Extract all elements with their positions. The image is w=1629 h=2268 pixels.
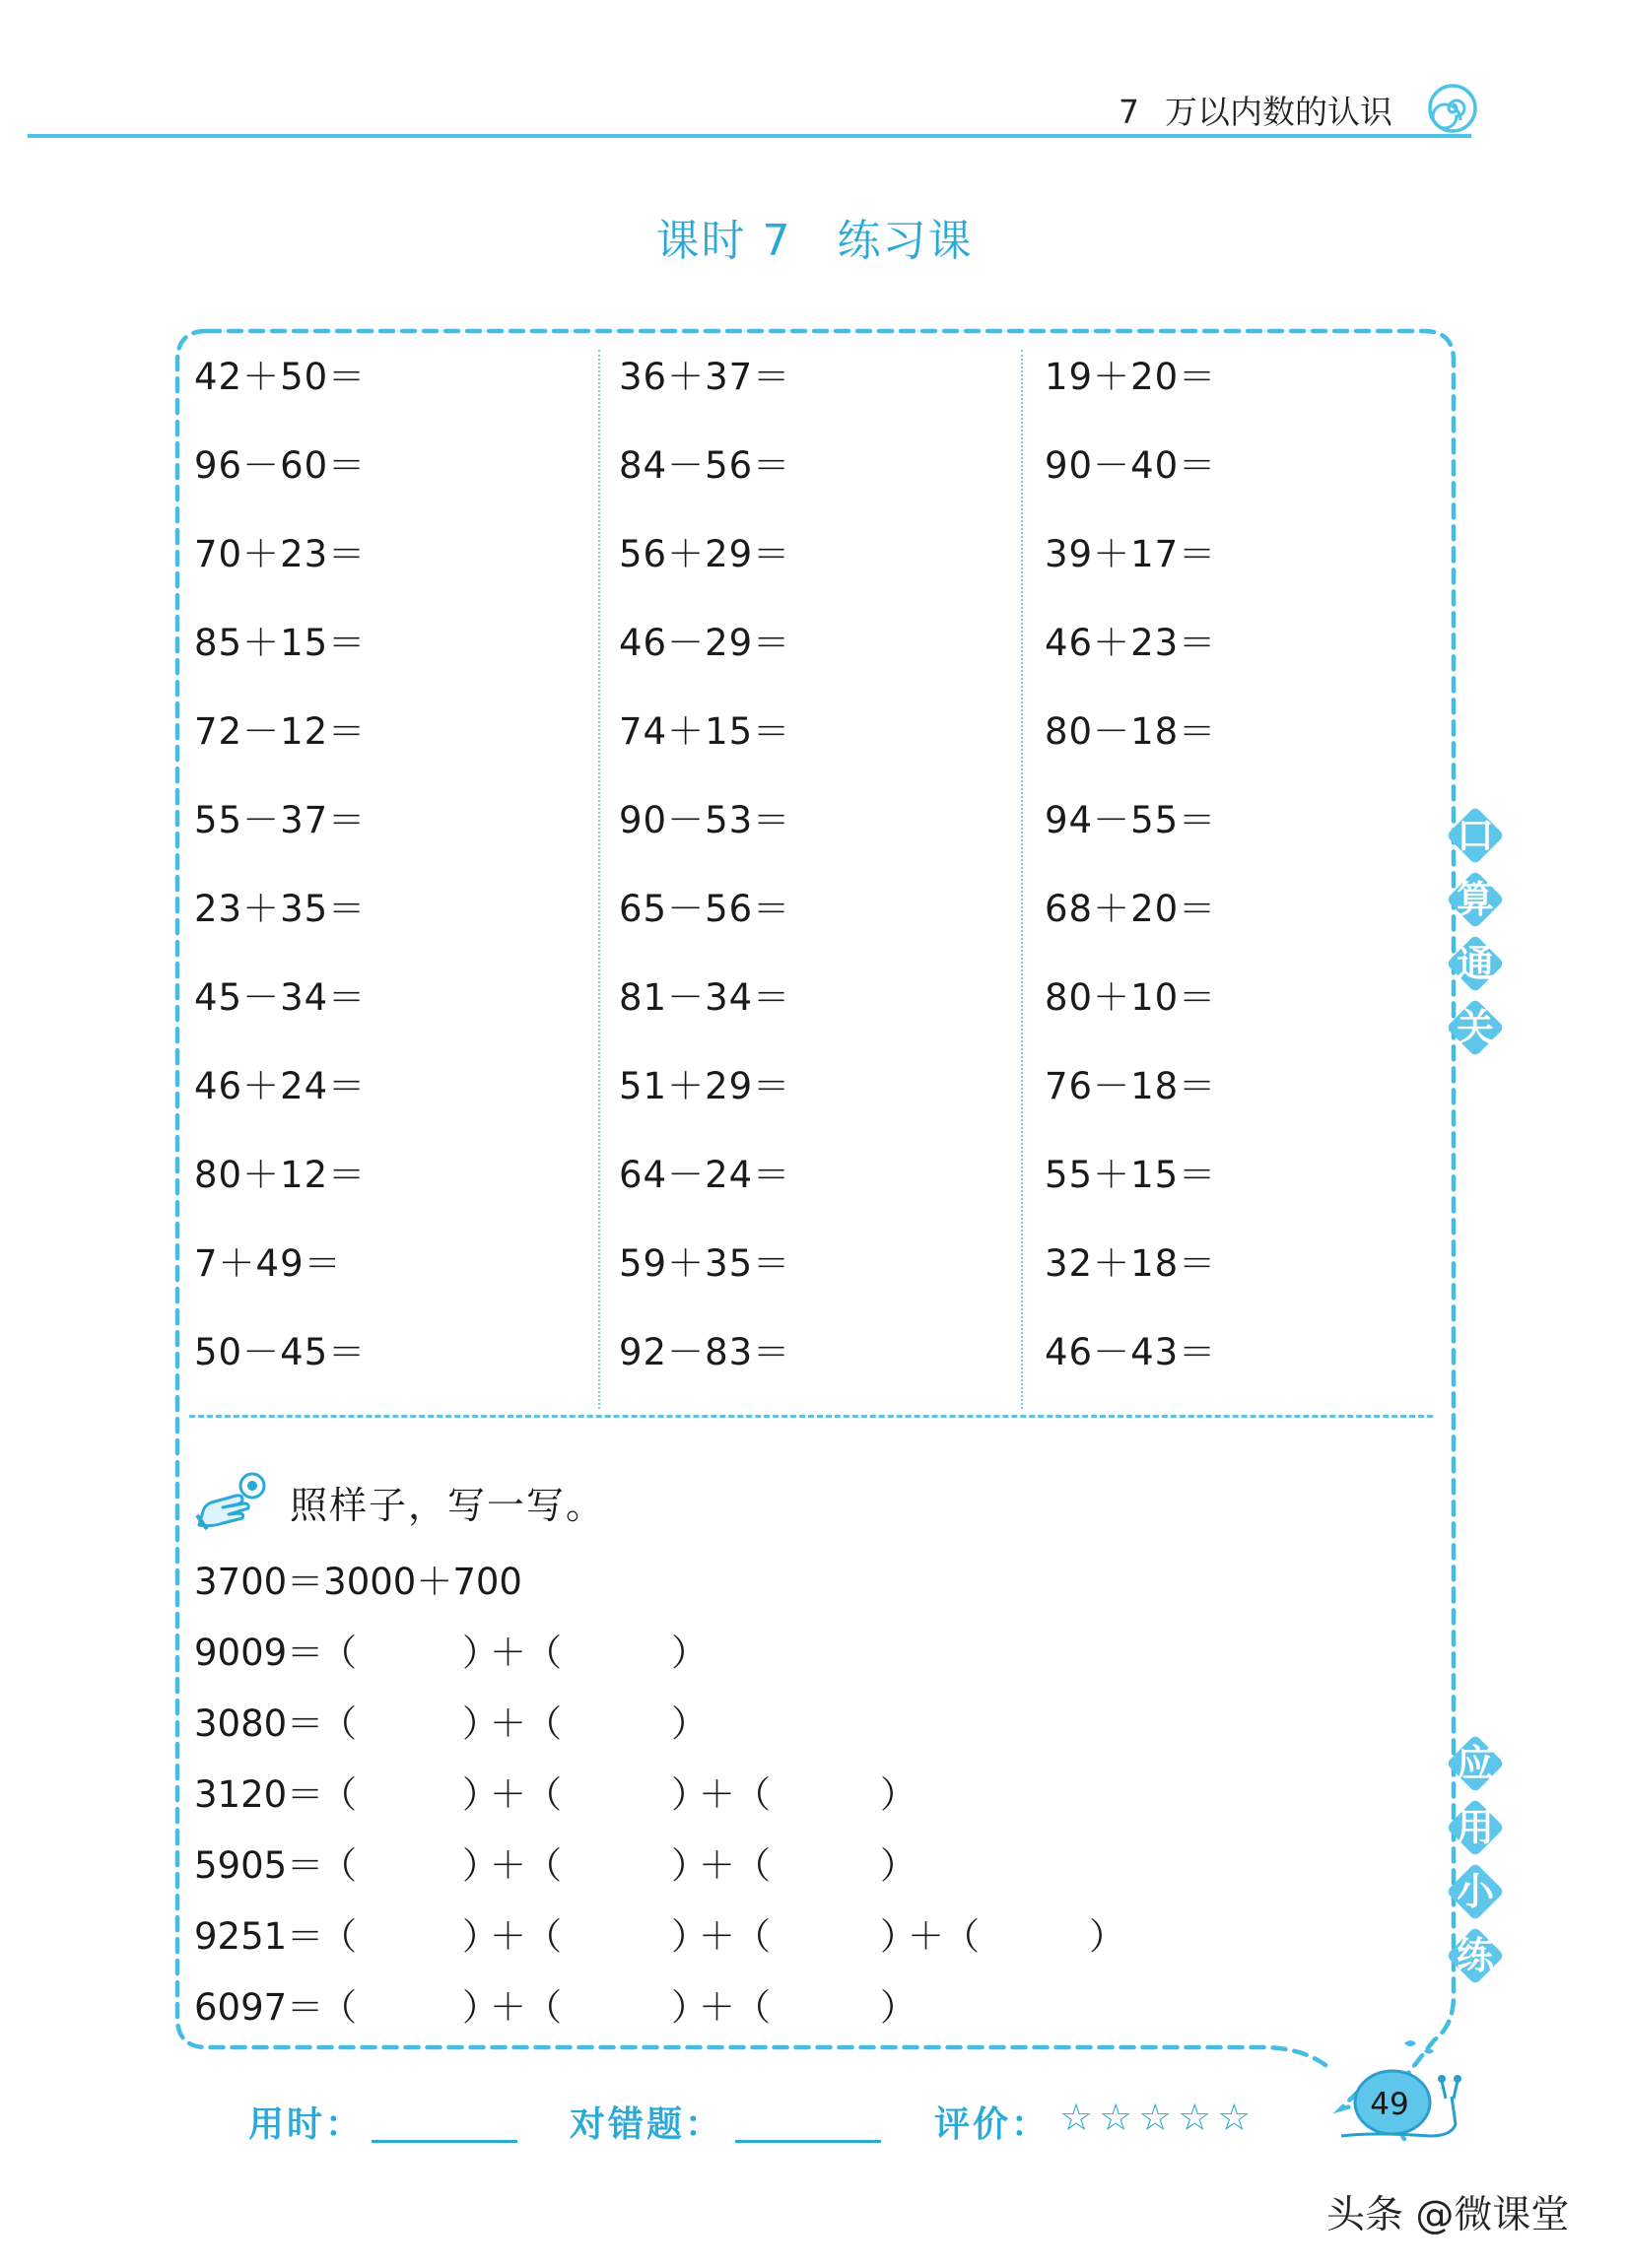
equals-sign: ＝ xyxy=(287,1915,324,1958)
problem: 7＋49＝ xyxy=(194,1242,342,1285)
lesson-number: 课时 7 xyxy=(655,216,792,266)
section-divider xyxy=(189,1415,1433,1418)
problem: 70＋23＝ xyxy=(194,533,367,575)
header-rule xyxy=(28,134,1471,138)
decomposition-row xyxy=(194,1906,1377,1958)
side-tab-app-2: 用 xyxy=(1446,1798,1505,1857)
problem: 94－55＝ xyxy=(1045,799,1217,841)
problem: 36＋37＝ xyxy=(619,356,791,398)
problem: 85＋15＝ xyxy=(194,622,367,664)
problem: 59＋35＝ xyxy=(619,1242,791,1285)
page-number: 49 xyxy=(1370,2087,1409,2122)
plus-sign: ＋ xyxy=(490,1915,526,1958)
problem: 72－12＝ xyxy=(194,710,367,753)
open-paren: （ xyxy=(320,1844,357,1887)
problem: 84－56＝ xyxy=(619,444,791,487)
open-paren: （ xyxy=(320,1986,357,2029)
plus-sign: ＋ xyxy=(490,1773,526,1816)
close-paren: ） xyxy=(671,1986,708,2029)
plus-sign: ＋ xyxy=(490,1632,526,1674)
problem: 90－40＝ xyxy=(1045,444,1217,487)
equals-sign: ＝ xyxy=(287,1986,324,2029)
open-paren: （ xyxy=(320,1915,357,1958)
rating-label: 评价： xyxy=(934,2104,1051,2145)
open-paren: （ xyxy=(525,1632,562,1674)
plus-sign: ＋ xyxy=(699,1986,735,2029)
problem: 81－34＝ xyxy=(619,976,791,1019)
problem: 46－43＝ xyxy=(1045,1331,1217,1373)
chapter-header xyxy=(1119,87,1392,133)
problem: 76－18＝ xyxy=(1045,1065,1217,1107)
open-paren: （ xyxy=(525,1702,562,1745)
time-label: 用时： xyxy=(248,2104,365,2145)
open-paren: （ xyxy=(525,1986,562,2029)
column-divider xyxy=(598,350,600,1409)
problem: 23＋35＝ xyxy=(194,888,367,930)
pointing-hand-icon xyxy=(193,1468,272,1533)
spiral-icon xyxy=(1427,83,1478,134)
decomposition-row xyxy=(194,1835,1377,1887)
errors-blank[interactable] xyxy=(735,2140,881,2143)
close-paren: ） xyxy=(671,1702,708,1745)
side-tab-oral-4: 关 xyxy=(1446,998,1505,1057)
problem: 68＋20＝ xyxy=(1045,888,1217,930)
close-paren: ） xyxy=(462,1632,499,1674)
time-blank[interactable] xyxy=(372,2140,517,2143)
instruction-text: 照样子，写一写。 xyxy=(290,1484,606,1527)
problem: 50－45＝ xyxy=(194,1331,367,1373)
plus-sign: ＋ xyxy=(699,1773,735,1816)
problem: 55＋15＝ xyxy=(1045,1154,1217,1196)
errors-label: 对错题： xyxy=(570,2104,724,2145)
target-number: 5905 xyxy=(194,1844,288,1887)
decomposition-row xyxy=(194,1977,1377,2029)
target-number: 6097 xyxy=(194,1986,288,2029)
decomposition-row xyxy=(194,1765,1377,1816)
column-divider xyxy=(1021,350,1023,1409)
side-tab-app-3: 小 xyxy=(1446,1862,1505,1921)
problem: 45－34＝ xyxy=(194,976,367,1019)
open-paren: （ xyxy=(734,1773,771,1816)
problem: 46－29＝ xyxy=(619,622,791,664)
open-paren: （ xyxy=(320,1632,357,1674)
plus-sign: ＋ xyxy=(490,1986,526,2029)
open-paren: （ xyxy=(525,1915,562,1958)
open-paren: （ xyxy=(943,1915,980,1958)
side-tab-app-1: 应 xyxy=(1446,1734,1505,1793)
equals-sign: ＝ xyxy=(287,1773,324,1816)
target-number: 9251 xyxy=(194,1915,288,1958)
decomposition-row xyxy=(194,1623,1377,1674)
side-tab-oral-2: 算 xyxy=(1446,870,1505,929)
close-paren: ） xyxy=(880,1773,916,1816)
open-paren: （ xyxy=(525,1844,562,1887)
problem: 90－53＝ xyxy=(619,799,791,841)
close-paren: ） xyxy=(880,1844,916,1887)
open-paren: （ xyxy=(734,1915,771,1958)
target-number: 3080 xyxy=(194,1702,288,1745)
problem: 74＋15＝ xyxy=(619,710,791,753)
problem: 65－56＝ xyxy=(619,888,791,930)
close-paren: ） xyxy=(671,1773,708,1816)
problem: 46＋24＝ xyxy=(194,1065,367,1107)
side-tab-oral-3: 通 xyxy=(1446,934,1505,993)
example-equation: 3700＝3000＋700 xyxy=(194,1561,522,1603)
problem: 55－37＝ xyxy=(194,799,367,841)
problem: 64－24＝ xyxy=(619,1154,791,1196)
problem: 80＋10＝ xyxy=(1045,976,1217,1019)
equals-sign: ＝ xyxy=(287,1632,324,1674)
equals-sign: ＝ xyxy=(287,1844,324,1887)
close-paren: ） xyxy=(671,1844,708,1887)
close-paren: ） xyxy=(671,1915,708,1958)
equals-sign: ＝ xyxy=(287,1702,324,1745)
problem: 19＋20＝ xyxy=(1045,356,1217,398)
problem: 80＋12＝ xyxy=(194,1154,367,1196)
problem: 51＋29＝ xyxy=(619,1065,791,1107)
target-number: 3120 xyxy=(194,1773,288,1816)
close-paren: ） xyxy=(880,1915,916,1958)
worksheet-frame xyxy=(168,321,1463,2164)
lesson-title xyxy=(0,205,1629,268)
close-paren: ） xyxy=(880,1986,916,2029)
open-paren: （ xyxy=(734,1844,771,1887)
open-paren: （ xyxy=(320,1702,357,1745)
plus-sign: ＋ xyxy=(699,1915,735,1958)
side-tab-app-4: 练 xyxy=(1446,1926,1505,1985)
plus-sign: ＋ xyxy=(699,1844,735,1887)
problem: 46＋23＝ xyxy=(1045,622,1217,664)
target-number: 9009 xyxy=(194,1632,288,1674)
close-paren: ） xyxy=(462,1844,499,1887)
problem: 96－60＝ xyxy=(194,444,367,487)
close-paren: ） xyxy=(462,1773,499,1816)
plus-sign: ＋ xyxy=(490,1844,526,1887)
problem: 39＋17＝ xyxy=(1045,533,1217,575)
side-tab-oral-1: 口 xyxy=(1446,806,1505,865)
close-paren: ） xyxy=(1089,1915,1125,1958)
close-paren: ） xyxy=(462,1702,499,1745)
chapter-number: 7 xyxy=(1119,93,1139,131)
close-paren: ） xyxy=(462,1986,499,2029)
watermark: 头条 @微课堂 xyxy=(1326,2193,1570,2237)
decomposition-row xyxy=(194,1694,1377,1745)
problem: 32＋18＝ xyxy=(1045,1242,1217,1285)
plus-sign: ＋ xyxy=(908,1915,944,1958)
open-paren: （ xyxy=(320,1773,357,1816)
chapter-title: 万以内数的认识 xyxy=(1165,93,1392,131)
close-paren: ） xyxy=(462,1915,499,1958)
close-paren: ） xyxy=(671,1632,708,1674)
problem: 80－18＝ xyxy=(1045,710,1217,753)
rating-stars[interactable]: ☆☆☆☆☆ xyxy=(1059,2096,1257,2139)
problem: 42＋50＝ xyxy=(194,356,367,398)
problem: 56＋29＝ xyxy=(619,533,791,575)
problem: 92－83＝ xyxy=(619,1331,791,1373)
open-paren: （ xyxy=(525,1773,562,1816)
open-paren: （ xyxy=(734,1986,771,2029)
plus-sign: ＋ xyxy=(490,1702,526,1745)
lesson-name: 练习课 xyxy=(837,216,974,266)
